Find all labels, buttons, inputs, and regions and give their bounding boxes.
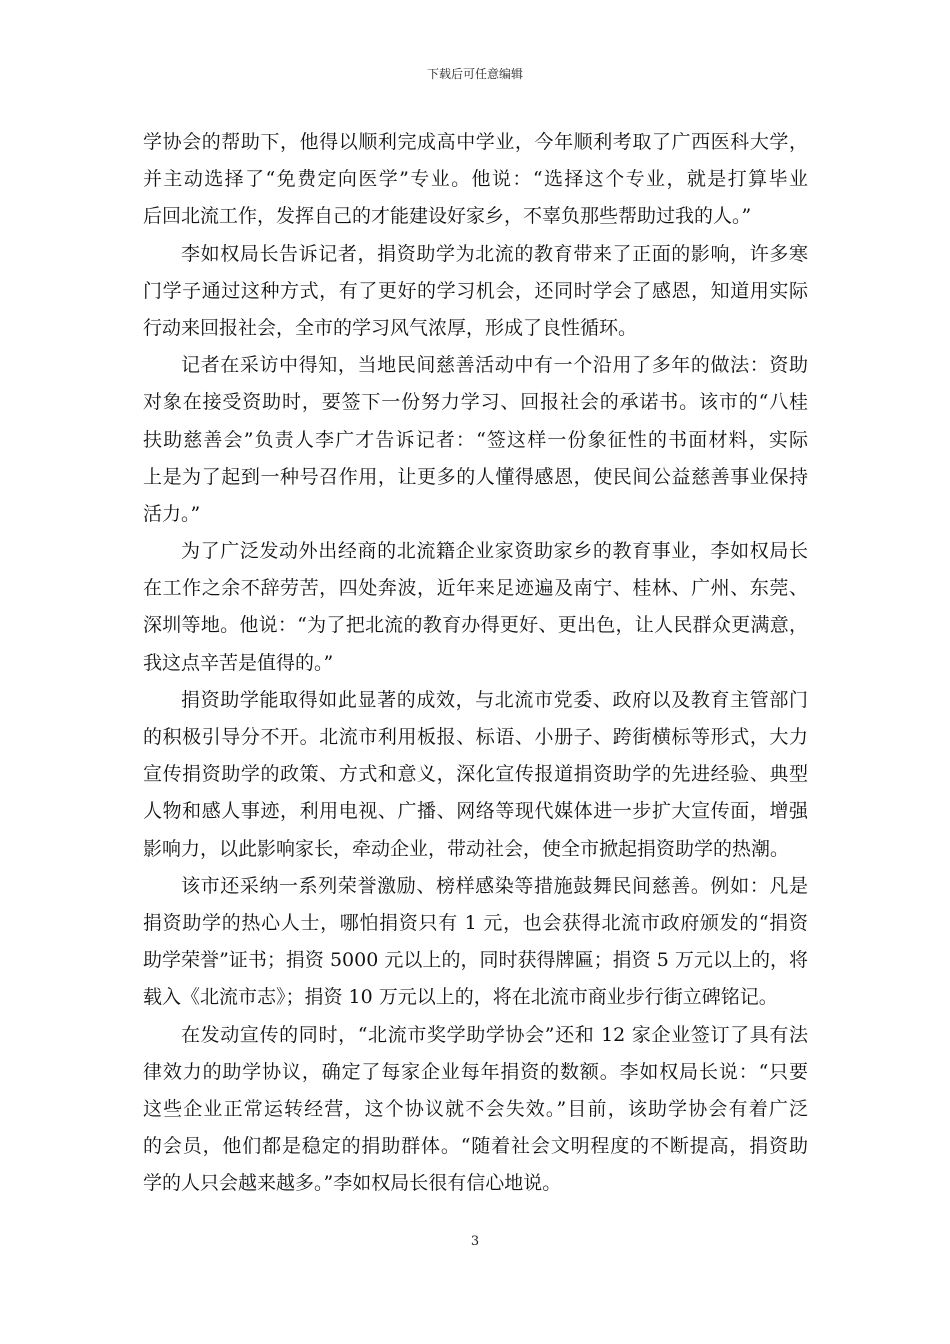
page-number: 3 [470,1234,480,1249]
text-line: 宣传捐资助学的政策、方式和意义，深化宣传报道捐资助学的先进经验、典型 [143,763,808,786]
text-line: 门学子通过这种方式，有了更好的学习机会，还同时学会了感恩，知道用实际 [143,279,808,302]
paragraph-4 [143,533,808,682]
text-line: 这些企业正常运转经营，这个协议就不会失效。”目前，该助学协会有着广泛 [143,1097,808,1120]
text-line: 的积极引导分不开。北流市利用板报、标语、小册子、跨街横标等形式，大力 [143,726,808,748]
text-line: 记者在采访中得知，当地民间慈善活动中有一个沿用了多年的做法：资助 [181,354,808,377]
document-body [143,124,808,1202]
text-line: 人物和感人事迹，利用电视、广播、网络等现代媒体进一步扩大宣传面，增强 [143,800,808,823]
text-line: 李如权局长告诉记者，捐资助学为北流的教育带来了正面的影响，许多寒 [181,242,808,265]
paragraph-1 [143,124,808,236]
text-line: 学的人只会越来越多。”李如权局长很有信心地说。 [143,1172,562,1195]
text-line: 行动来回报社会，全市的学习风气浓厚，形成了良性循环。 [143,316,638,339]
text-line: 为了广泛发动外出经商的北流籍企业家资助家乡的教育事业，李如权局长 [181,540,808,563]
text-line: 的会员，他们都是稳定的捐助群体。“随着社会文明程度的不断提高，捐资助 [143,1135,808,1158]
paragraph-2 [143,236,808,348]
text-line: 律效力的助学协议，确定了每家企业每年捐资的数额。李如权局长说：“只要 [143,1060,808,1083]
text-line: 活力。” [143,502,201,525]
paragraph-6 [143,868,808,1017]
text-line: 深圳等地。他说：“为了把北流的教育办得更好、更出色，让人民群众更满意， [143,614,808,637]
paragraph-7 [143,1017,808,1203]
text-line: 在发动宣传的同时，“北流市奖学助学协会”还和 12 家企业签订了具有法 [181,1023,808,1046]
text-line: 对象在接受资助时，要签下一份努力学习、回报社会的承诺书。该市的“八桂 [143,391,808,414]
text-line: 学协会的帮助下，他得以顺利完成高中学业，今年顺利考取了广西医科大学， [143,131,808,153]
text-line: 捐资助学的热心人士，哪怕捐资只有 1 元，也会获得北流市政府颁发的“捐资 [143,911,808,934]
paragraph-5 [143,682,808,868]
text-line: 捐资助学能取得如此显著的成效，与北流市党委、政府以及教育主管部门 [181,688,808,711]
page-header: 下载后可任意编辑 [426,67,523,81]
text-line: 后回北流工作，发挥自己的才能建设好家乡，不辜负那些帮助过我的人。” [143,205,752,228]
paragraph-3 [143,347,808,533]
text-line: 我这点辛苦是值得的。” [143,651,334,674]
text-line: 上是为了起到一种号召作用，让更多的人懂得感恩，使民间公益慈善事业保持 [143,465,808,488]
text-line: 扶助慈善会”负责人李广才告诉记者：“签这样一份象征性的书面材料，实际 [143,428,808,451]
text-line: 载入《北流市志》；捐资 10 万元以上的，将在北流市商业步行街立碑铭记。 [143,986,778,1009]
text-line: 并主动选择了“免费定向医学”专业。他说：“选择这个专业，就是打算毕业 [143,168,808,191]
text-line: 助学荣誉”证书；捐资 5000 元以上的，同时获得牌匾；捐资 5 万元以上的，将 [143,949,808,972]
text-line: 影响力，以此影响家长，牵动企业，带动社会，使全市掀起捐资助学的热潮。 [143,837,790,860]
text-line: 该市还采纳一系列荣誉激励、榜样感染等措施鼓舞民间慈善。例如：凡是 [181,874,808,897]
text-line: 在工作之余不辞劳苦，四处奔波，近年来足迹遍及南宁、桂林、广州、东莞、 [143,577,808,600]
